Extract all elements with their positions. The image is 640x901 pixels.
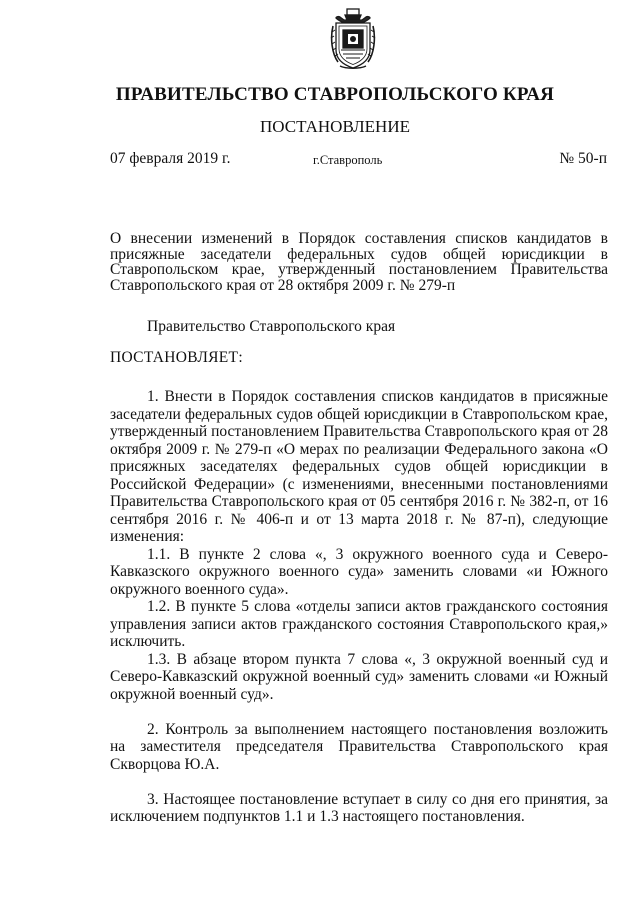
government-heading: ПРАВИТЕЛЬСТВО СТАВРОПОЛЬСКОГО КРАЯ <box>115 84 555 105</box>
coat-of-arms-icon <box>330 8 376 70</box>
paragraph-2: 2. Контроль за выполнением настоящего постановления возложить на заместителя председателя Правительства Ставропольского края Скворцова Ю.А. <box>110 720 608 773</box>
document-type-heading: ПОСТАНОВЛЕНИЕ <box>259 117 410 136</box>
paragraph-1-2: 1.2. В пункте 5 слова «отделы записи актов гражданского состояния управления записи актов гражданского состояния Ставропольского края,» исключить. <box>110 598 608 650</box>
paragraph-1-3: 1.3. В абзаце втором пункта 7 слова «, 3 окружной военный суд и Северо-Кавказский окружной военный суд» заменить словами «и Южный окружной военный суд». <box>110 650 608 703</box>
paragraph-spacer <box>110 703 608 721</box>
paragraph-3: 3. Настоящее постановление вступает в силу со дня его принятия, за исключением подпунктов 1.1 и 1.3 настоящего постановления. <box>110 790 608 825</box>
document-number: № 50-п <box>559 150 607 167</box>
paragraph-1-1: 1.1. В пункте 2 слова «, 3 окружного военного суда и Северо-Кавказского окружного военного суда» заменить словами «и Южного окружного военного суда». <box>110 545 608 598</box>
document-date: 07 февраля 2019 г. <box>110 150 231 167</box>
document-body <box>110 388 608 826</box>
preamble: Правительство Ставропольского края <box>147 318 396 335</box>
paragraph-spacer <box>110 773 608 791</box>
document-subject: О внесении изменений в Порядок составления списков кандидатов в присяжные заседатели федеральных судов общей юрисдикции в Ставропольском крае, утвержденный постановлением Правительства Ставропольского края от 28 октября 2009 г. № 279-п <box>110 230 608 294</box>
paragraph-1: 1. Внести в Порядок составления списков кандидатов в присяжные заседатели федеральных судов общей юрисдикции в Ставропольском крае, утвержденный постановлением Правительства Ставропольского края от 28 октября 2009 г. № 279-п «О мерах по реализации Федерального закона «О присяжных заседателях федеральных судов общей юрисдикции в Российской Федерации» (с изменениями, внесенными постановлениями Правительства Ставропольского края от 05 сентября 2016 г. № 382-п, от 16 сентября 2016 г. № 406-п и от 13 марта 2018 г. № 87-п), следующие изменения: <box>110 388 608 545</box>
resolves-heading: ПОСТАНОВЛЯЕТ: <box>110 349 243 366</box>
document-city: г.Ставрополь <box>313 153 383 167</box>
